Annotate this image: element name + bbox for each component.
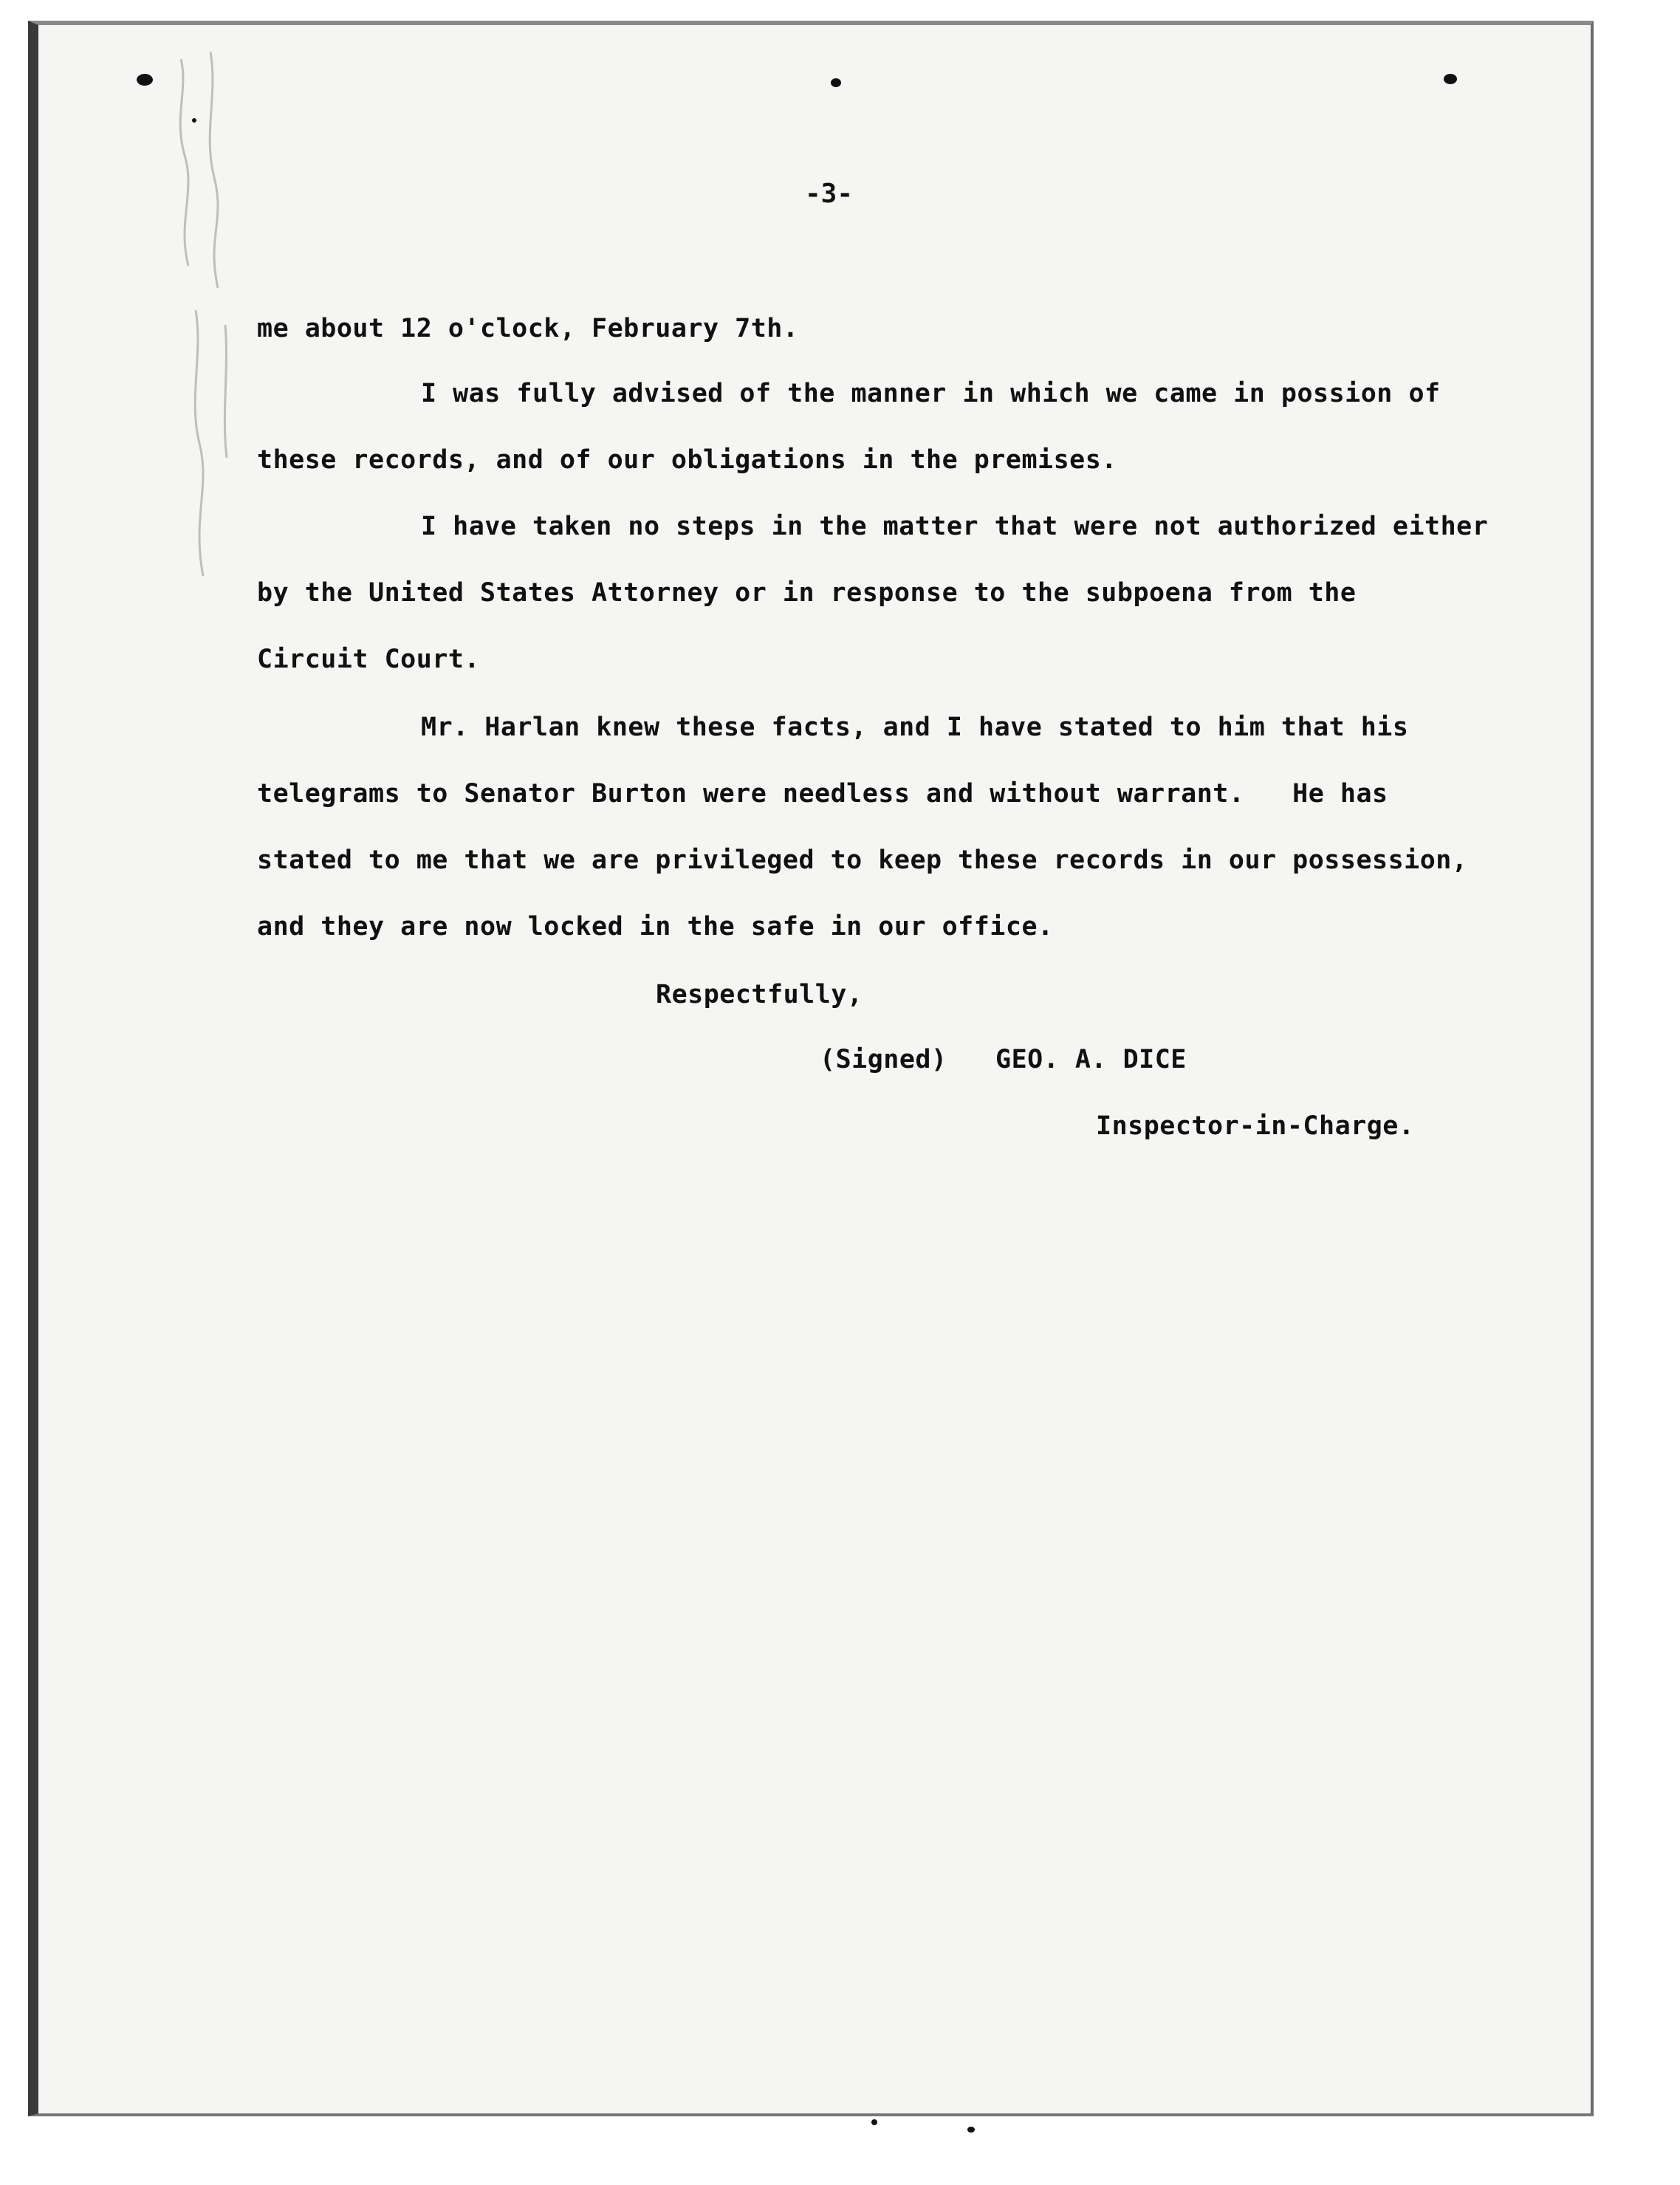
bleed-through-marks: [159, 44, 247, 628]
stray-mark: [967, 2127, 975, 2133]
body-line: I have taken no steps in the matter that were not authorized either: [421, 512, 1489, 541]
signatory-name: GEO. A. DICE: [995, 1045, 1187, 1074]
stray-mark: [871, 2119, 877, 2125]
stray-mark: [192, 118, 196, 123]
page-number: -3-: [805, 179, 854, 209]
punch-mark-left: [137, 74, 153, 86]
body-line: these records, and of our obligations in the premises.: [257, 445, 1117, 475]
body-line: I was fully advised of the manner in which we came in possion of: [421, 379, 1441, 408]
body-line: Mr. Harlan knew these facts, and I have stated to him that his: [421, 713, 1409, 742]
body-line: telegrams to Senator Burton were needless and without warrant. He has: [257, 779, 1388, 809]
body-line: me about 12 o'clock, February 7th.: [257, 314, 799, 343]
signatory-title: Inspector-in-Charge.: [1096, 1111, 1415, 1141]
body-line: by the United States Attorney or in response to the subpoena from the: [257, 578, 1357, 608]
body-line: Circuit Court.: [257, 645, 481, 674]
body-line: stated to me that we are privileged to keep these records in our possession,: [257, 845, 1468, 875]
body-line: and they are now locked in the safe in our office.: [257, 912, 1054, 941]
punch-mark-right: [1444, 74, 1457, 84]
closing: Respectfully,: [656, 980, 863, 1009]
punch-mark-center: [831, 78, 841, 87]
signed-label: (Signed): [820, 1045, 947, 1074]
